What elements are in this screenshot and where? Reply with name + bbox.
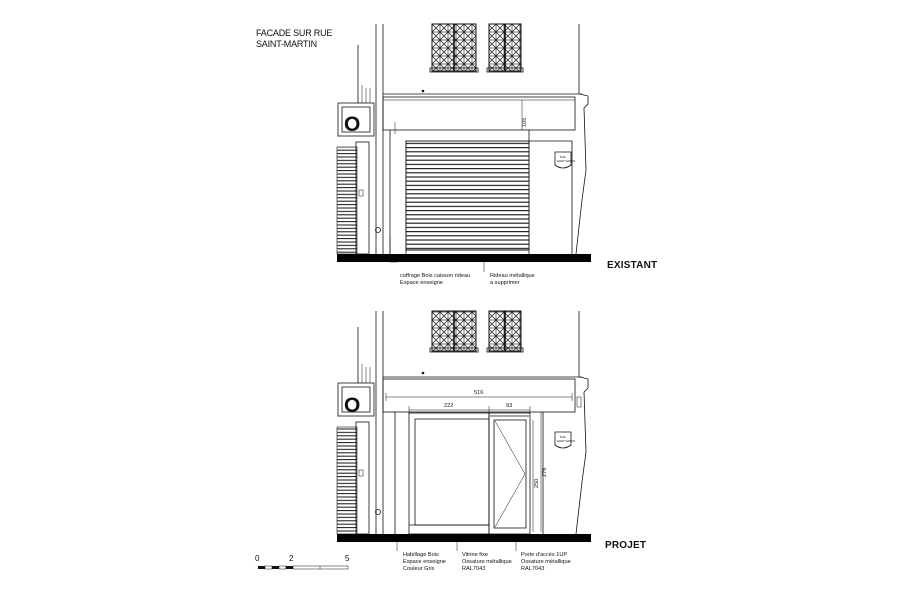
street-sign-line2: SAINT MARTIN xyxy=(557,160,576,163)
scale-label-2: 2 xyxy=(289,554,294,563)
upper-window-right-project xyxy=(487,311,523,352)
building-facade-project xyxy=(376,311,589,534)
note-vitrine-line2: Ossature métallique xyxy=(462,559,512,565)
street-sign-project-line1: RUE xyxy=(560,436,566,439)
existing-elevation xyxy=(337,24,657,286)
dimension-opening-height: 276 xyxy=(542,467,548,477)
neighbour-building xyxy=(337,45,374,254)
sheet-title-line1: FACADE SUR RUE xyxy=(256,28,333,38)
upper-window-left xyxy=(430,24,478,72)
upper-window-left-project xyxy=(430,311,478,352)
project-elevation xyxy=(337,311,646,572)
note-habillage-line1: Habillage Bois xyxy=(403,552,439,558)
note-habillage-line3: Couleur Gris xyxy=(403,566,435,572)
shopfront-access-door xyxy=(489,413,530,534)
dimension-door-height: 250 xyxy=(534,478,540,488)
note-porte-line2: Ossature métallique xyxy=(521,559,571,565)
ground-existing xyxy=(337,254,591,262)
street-sign-project xyxy=(555,432,575,448)
note-rideau-line1: Rideau métallique xyxy=(490,273,535,279)
neighbour-sign-glyph: O xyxy=(344,113,361,136)
upper-window-right xyxy=(487,24,523,72)
neighbour-sign-glyph-project: O xyxy=(344,394,361,417)
dimension-lintel-existing: 105 xyxy=(522,117,528,127)
dimension-overall xyxy=(386,390,572,401)
dimension-door-width: 93 xyxy=(506,403,513,409)
ground-project xyxy=(337,534,591,542)
label-existant: EXISTANT xyxy=(607,260,658,271)
shopfront-vitrine xyxy=(409,413,489,534)
street-sign-project-line2: SAINT MARTIN xyxy=(557,440,576,443)
note-vitrine-line1: Vitrine fixe xyxy=(462,552,489,558)
neighbour-building-project xyxy=(337,327,374,534)
scale-label-0: 0 xyxy=(255,554,260,563)
note-coffrage-line2: Espace enseigne xyxy=(400,280,443,286)
scale-label-5: 5 xyxy=(345,554,350,563)
label-projet: PROJET xyxy=(605,540,647,551)
scale-bar xyxy=(255,554,350,569)
dimension-vitrine-width: 222 xyxy=(444,403,454,409)
dimension-overall-value: 516 xyxy=(474,390,484,396)
sheet-title-line2: SAINT-MARTIN xyxy=(256,39,317,49)
note-porte-line1: Porte d'accès 1UP xyxy=(521,552,568,558)
note-rideau-line2: a supprimer xyxy=(490,280,520,286)
rolling-shutter xyxy=(406,141,529,250)
note-vitrine-line3: RAL7043 xyxy=(462,566,486,572)
note-habillage-line2: Espace enseigne xyxy=(403,559,446,565)
note-porte-line3: RAL7043 xyxy=(521,566,545,572)
street-sign-line1: RUE xyxy=(560,156,566,159)
note-coffrage-line1: coffrage Bois caisson rideau xyxy=(400,273,471,279)
